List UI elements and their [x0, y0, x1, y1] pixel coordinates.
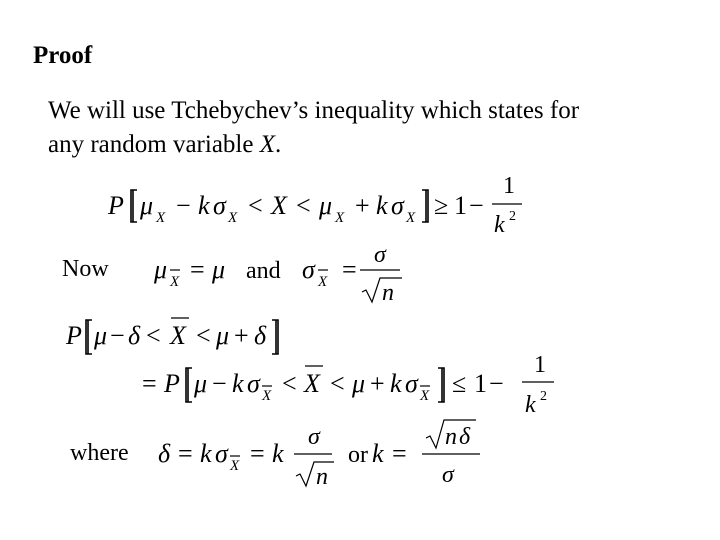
intro-line-1: We will use Tchebychev’s inequality which states for: [48, 97, 580, 124]
svg-text:X: X: [304, 369, 320, 398]
svg-text:X: X: [420, 388, 430, 404]
svg-text:1: 1: [503, 173, 515, 199]
svg-text:X: X: [271, 191, 287, 220]
svg-text:σ: σ: [442, 462, 454, 488]
svg-text:μ: μ: [352, 369, 366, 398]
svg-text:σ: σ: [391, 191, 404, 220]
where-label: where: [70, 440, 129, 466]
svg-text:k: k: [525, 392, 536, 418]
svg-text:−: −: [469, 191, 484, 220]
svg-text:2: 2: [540, 389, 547, 404]
svg-text:μ: μ: [94, 321, 108, 350]
svg-text:=: =: [250, 439, 265, 468]
svg-text:=: =: [392, 439, 407, 468]
svg-text:X: X: [228, 210, 238, 226]
svg-text:=: =: [142, 369, 157, 398]
svg-text:+: +: [370, 369, 385, 398]
svg-text:σ: σ: [247, 369, 260, 398]
svg-text:δ: δ: [128, 321, 141, 350]
svg-text:σ: σ: [302, 255, 315, 284]
svg-text:−: −: [176, 191, 191, 220]
svg-text:σ: σ: [374, 242, 386, 268]
svg-text:X: X: [170, 321, 186, 350]
svg-text:X: X: [170, 274, 180, 290]
svg-text:P: P: [164, 369, 180, 398]
svg-text:n: n: [316, 464, 328, 490]
svg-text:+: +: [355, 191, 370, 220]
svg-text:μ: μ: [216, 321, 230, 350]
svg-text:k: k: [390, 369, 402, 398]
svg-text:X: X: [406, 210, 416, 226]
svg-text:n: n: [382, 280, 394, 306]
svg-text:<: <: [282, 369, 297, 398]
svg-text:<: <: [196, 321, 211, 350]
svg-text:X: X: [262, 388, 272, 404]
svg-text:μ: μ: [212, 255, 226, 284]
svg-text:<: <: [248, 191, 263, 220]
svg-text:X: X: [318, 274, 328, 290]
svg-text:σ: σ: [308, 424, 320, 450]
tchebychev-inequality-equation: [100, 170, 540, 240]
svg-text:1: 1: [454, 191, 467, 220]
svg-text:2: 2: [509, 209, 516, 224]
svg-text:k: k: [198, 191, 210, 220]
svg-text:σ: σ: [213, 191, 226, 220]
svg-text:=: =: [342, 255, 357, 284]
svg-text:k: k: [372, 439, 384, 468]
svg-text:1: 1: [474, 369, 487, 398]
svg-text:=: =: [178, 439, 193, 468]
svg-text:=: =: [190, 255, 205, 284]
svg-text:P: P: [108, 191, 124, 220]
svg-text:σ: σ: [405, 369, 418, 398]
svg-text:k: k: [232, 369, 244, 398]
svg-text:1: 1: [534, 352, 546, 378]
intro-line-2: any random variable X.: [48, 131, 282, 158]
svg-text:−: −: [110, 321, 125, 350]
svg-text:σ: σ: [215, 439, 228, 468]
intro-paragraph: [48, 94, 579, 162]
svg-text:n: n: [445, 424, 457, 450]
svg-text:X: X: [156, 210, 166, 226]
svg-text:≥: ≥: [434, 191, 449, 220]
svg-text:+: +: [234, 321, 249, 350]
svg-text:μ: μ: [319, 191, 333, 220]
svg-text:μ: μ: [154, 255, 168, 284]
svg-text:δ: δ: [254, 321, 267, 350]
svg-text:μ: μ: [194, 369, 208, 398]
svg-text:δ: δ: [459, 424, 471, 450]
svg-text:k: k: [376, 191, 388, 220]
probability-bound-equation: [140, 350, 570, 422]
svg-text:<: <: [296, 191, 311, 220]
svg-text:k: k: [494, 212, 505, 238]
svg-text:δ: δ: [158, 439, 171, 468]
svg-text:−: −: [489, 369, 504, 398]
sample-mean-parameters-equation: [150, 240, 410, 310]
svg-text:X: X: [230, 458, 240, 474]
and-label: and: [246, 258, 281, 284]
svg-text:−: −: [212, 369, 227, 398]
slide-title: Proof: [33, 42, 93, 69]
svg-text:<: <: [146, 321, 161, 350]
delta-k-relation-equation: [150, 416, 490, 498]
now-label: Now: [62, 256, 109, 282]
svg-text:<: <: [330, 369, 345, 398]
svg-text:k: k: [200, 439, 212, 468]
svg-text:X: X: [335, 210, 345, 226]
svg-text:≤: ≤: [452, 369, 467, 398]
or-label: or: [348, 442, 368, 468]
svg-text:k: k: [272, 439, 284, 468]
svg-text:μ: μ: [140, 191, 154, 220]
svg-text:P: P: [66, 321, 82, 350]
